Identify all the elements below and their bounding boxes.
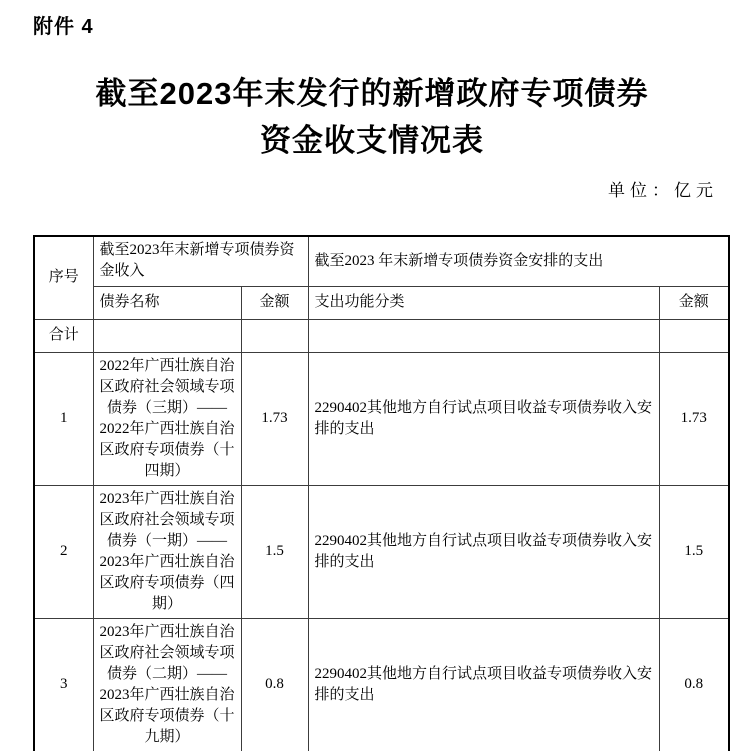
document-title-line1: 截至2023年末发行的新增政府专项债券 bbox=[95, 76, 649, 111]
header-bond-name: 债券名称 bbox=[93, 286, 241, 319]
row-expense-class: 2290402其他地方自行试点项目收益专项债券收入安排的支出 bbox=[308, 352, 659, 485]
row-expense-amount: 1.5 bbox=[659, 485, 729, 618]
row-seq: 1 bbox=[34, 352, 93, 485]
document-title-line2: 资金收支情况表 bbox=[260, 123, 484, 158]
row-expense-class: 2290402其他地方自行试点项目收益专项债券收入安排的支出 bbox=[308, 485, 659, 618]
row-income-amount: 0.8 bbox=[241, 618, 308, 751]
table-row bbox=[34, 618, 729, 751]
table-row bbox=[34, 485, 729, 618]
total-expense-amount bbox=[659, 319, 729, 352]
header-seq: 序号 bbox=[34, 236, 93, 319]
row-expense-amount: 1.73 bbox=[659, 352, 729, 485]
header-income-group: 截至2023年末新增专项债券资金收入 bbox=[93, 236, 308, 286]
total-income-amount bbox=[241, 319, 308, 352]
row-bond-name: 2023年广西壮族自治区政府社会领域专项债券（一期）——2023年广西壮族自治区政府专项债券（四期） bbox=[93, 485, 241, 618]
total-label: 合计 bbox=[34, 319, 93, 352]
unit-label: 单位：亿元 bbox=[608, 181, 718, 200]
attachment-label: 附件 4 bbox=[33, 16, 94, 38]
table-row bbox=[34, 352, 729, 485]
header-expense-amount: 金额 bbox=[659, 286, 729, 319]
row-income-amount: 1.73 bbox=[241, 352, 308, 485]
row-expense-amount: 0.8 bbox=[659, 618, 729, 751]
table-total-row bbox=[34, 319, 729, 352]
row-seq: 2 bbox=[34, 485, 93, 618]
header-expense-group: 截至2023 年末新增专项债券资金安排的支出 bbox=[308, 236, 729, 286]
row-bond-name: 2022年广西壮族自治区政府社会领域专项债券（三期）——2022年广西壮族自治区政府专项债券（十四期） bbox=[93, 352, 241, 485]
row-expense-class: 2290402其他地方自行试点项目收益专项债券收入安排的支出 bbox=[308, 618, 659, 751]
total-expense-class bbox=[308, 319, 659, 352]
header-income-amount: 金额 bbox=[241, 286, 308, 319]
bond-funds-table bbox=[33, 235, 730, 751]
row-seq: 3 bbox=[34, 618, 93, 751]
row-bond-name: 2023年广西壮族自治区政府社会领域专项债券（二期）——2023年广西壮族自治区政府专项债券（十九期） bbox=[93, 618, 241, 751]
table-header-row-groups bbox=[34, 236, 729, 286]
table-header-row-columns bbox=[34, 286, 729, 319]
row-income-amount: 1.5 bbox=[241, 485, 308, 618]
total-bond-name bbox=[93, 319, 241, 352]
header-expense-class: 支出功能分类 bbox=[308, 286, 659, 319]
document-title bbox=[0, 70, 744, 164]
